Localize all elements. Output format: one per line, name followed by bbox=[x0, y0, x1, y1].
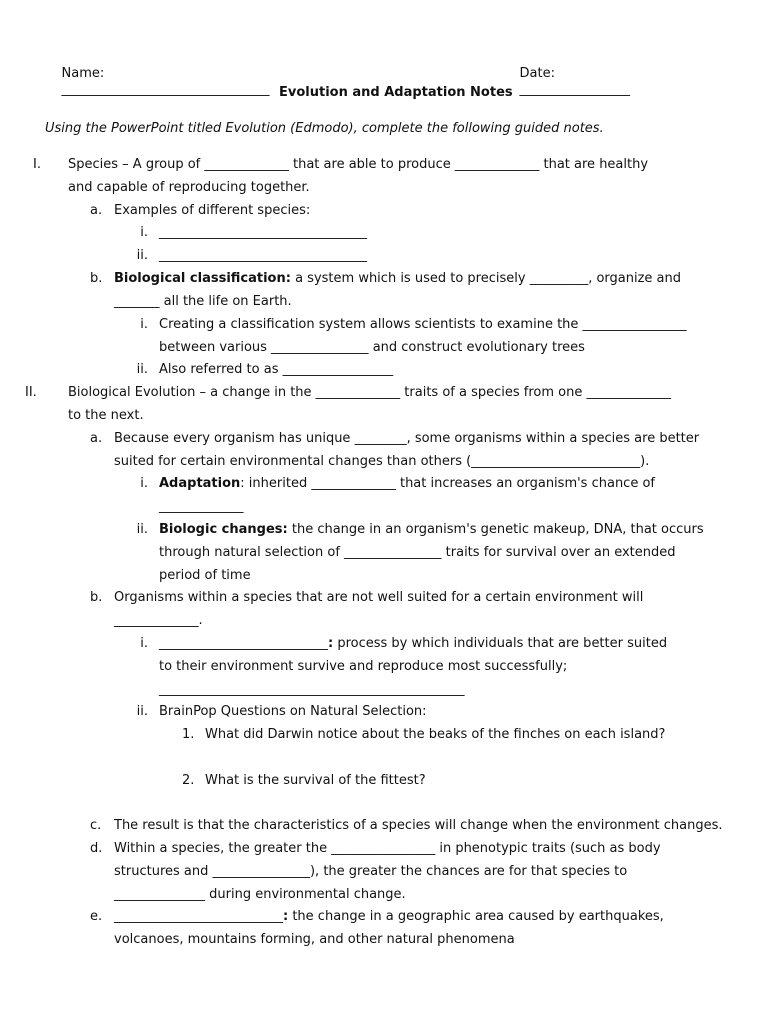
question-2-marker: 2. bbox=[182, 773, 195, 788]
section-2a-line-2: suited for certain environmental changes than others (__________________________). bbox=[114, 454, 650, 469]
date-label: Date: bbox=[519, 66, 555, 81]
colon: : bbox=[283, 909, 289, 924]
section-2a-i-line-1-rest: : inherited _____________ that increases an organism's chance of bbox=[240, 476, 655, 491]
term-biologic-changes: Biologic changes: bbox=[159, 522, 288, 537]
section-1b-i-line-1: Creating a classification system allows scientists to examine the ________________ bbox=[159, 317, 687, 332]
section-2a-i-line-1 bbox=[159, 476, 655, 492]
section-2a-ii-line-2: through natural selection of _______________ traits for survival over an extended bbox=[159, 545, 676, 560]
section-2c-marker: c. bbox=[90, 818, 102, 833]
name-label: Name: bbox=[61, 66, 105, 81]
section-2a-marker: a. bbox=[90, 431, 103, 446]
section-2b-ii-text: BrainPop Questions on Natural Selection: bbox=[159, 704, 427, 719]
section-2b-ii-marker: ii. bbox=[136, 704, 148, 719]
section-2a-ii-line-3: period of time bbox=[159, 568, 251, 583]
section-1b-ii-text: Also referred to as _________________ bbox=[159, 362, 394, 377]
geologic-change-blank: __________________________ bbox=[114, 909, 283, 924]
section-1a-ii-marker: ii. bbox=[136, 248, 148, 263]
section-2a-i-marker: i. bbox=[140, 476, 148, 491]
term-biological-classification: Biological classification: bbox=[114, 271, 291, 286]
term-adaptation: Adaptation bbox=[159, 476, 241, 491]
colon: : bbox=[328, 636, 334, 651]
section-2b-line-1: Organisms within a species that are not well suited for a certain environment will bbox=[114, 590, 644, 605]
section-1b-line-1-rest: a system which is used to precisely _________, organize and bbox=[290, 271, 682, 286]
section-2b-i-line-2: to their environment survive and reproduce most successfully; bbox=[159, 659, 568, 674]
date-line bbox=[503, 50, 630, 114]
section-2e-line-2: volcanoes, mountains forming, and other natural phenomena bbox=[114, 932, 515, 947]
section-2b-i-marker: i. bbox=[140, 636, 148, 651]
section-1b-line-2: _______ all the life on Earth. bbox=[114, 294, 292, 309]
section-1b-i-marker: i. bbox=[140, 317, 148, 332]
section-2b-marker: b. bbox=[90, 590, 103, 605]
section-2d-line-1: Within a species, the greater the ________________ in phenotypic traits (such as body bbox=[114, 841, 661, 856]
name-blank: ________________________________ bbox=[61, 82, 270, 97]
section-2d-marker: d. bbox=[90, 841, 103, 856]
section-1-marker: I. bbox=[33, 157, 41, 172]
name-line bbox=[45, 50, 270, 114]
section-2e-line-1-rest: the change in a geographic area caused by earthquakes, bbox=[288, 909, 664, 924]
natural-selection-blank: __________________________ bbox=[159, 636, 328, 651]
question-2-text: What is the survival of the fittest? bbox=[205, 773, 426, 788]
section-2a-i-line-2: _____________ bbox=[159, 499, 244, 514]
section-2e-line-1 bbox=[114, 909, 664, 925]
section-2a-ii-line-1 bbox=[159, 522, 704, 538]
species-example-blank-1: ________________________________ bbox=[159, 225, 367, 240]
section-2e-marker: e. bbox=[90, 909, 103, 924]
species-example-blank-2: ________________________________ bbox=[159, 248, 367, 263]
section-2d-line-3: ______________ during environmental change. bbox=[114, 887, 406, 902]
section-1a-i-marker: i. bbox=[140, 225, 148, 240]
section-2d-line-2: structures and _______________), the greater the chances are for that species to bbox=[114, 864, 628, 879]
section-2b-i-line-3: _______________________________________________ bbox=[159, 682, 465, 697]
section-1b-marker: b. bbox=[90, 271, 103, 286]
section-1a-marker: a. bbox=[90, 203, 103, 218]
instructions: Using the PowerPoint titled Evolution (Edmodo), complete the following guided notes. bbox=[45, 121, 604, 136]
section-1b-ii-marker: ii. bbox=[136, 362, 148, 377]
section-1b-line-1 bbox=[114, 271, 681, 287]
section-1-line-1: Species – A group of _____________ that are able to produce _____________ that are healthy bbox=[68, 157, 649, 172]
section-2b-i-line-1 bbox=[159, 636, 667, 652]
section-1-line-2: and capable of reproducing together. bbox=[68, 180, 310, 195]
section-2b-line-2: _____________. bbox=[114, 613, 203, 628]
section-2-marker: II. bbox=[25, 385, 37, 400]
page-title: Evolution and Adaptation Notes bbox=[279, 85, 513, 100]
date-blank: _________________ bbox=[519, 82, 631, 97]
section-2-line-1: Biological Evolution – a change in the _____________ traits of a species from one _____________ bbox=[68, 385, 671, 400]
question-1-marker: 1. bbox=[182, 727, 195, 742]
section-2a-line-1: Because every organism has unique ________, some organisms within a species are better bbox=[114, 431, 700, 446]
question-1-text: What did Darwin notice about the beaks of the finches on each island? bbox=[205, 727, 666, 742]
section-2a-ii-marker: ii. bbox=[136, 522, 148, 537]
section-2a-ii-line-1-rest: the change in an organism's genetic makeup, DNA, that occurs bbox=[287, 522, 704, 537]
section-1a-text: Examples of different species: bbox=[114, 203, 311, 218]
section-1b-i-line-2: between various _______________ and construct evolutionary trees bbox=[159, 340, 585, 355]
section-2-line-2: to the next. bbox=[68, 408, 144, 423]
section-2b-i-line-1-rest: process by which individuals that are better suited bbox=[333, 636, 668, 651]
section-2c-text: The result is that the characteristics of a species will change when the environment changes. bbox=[114, 818, 723, 833]
